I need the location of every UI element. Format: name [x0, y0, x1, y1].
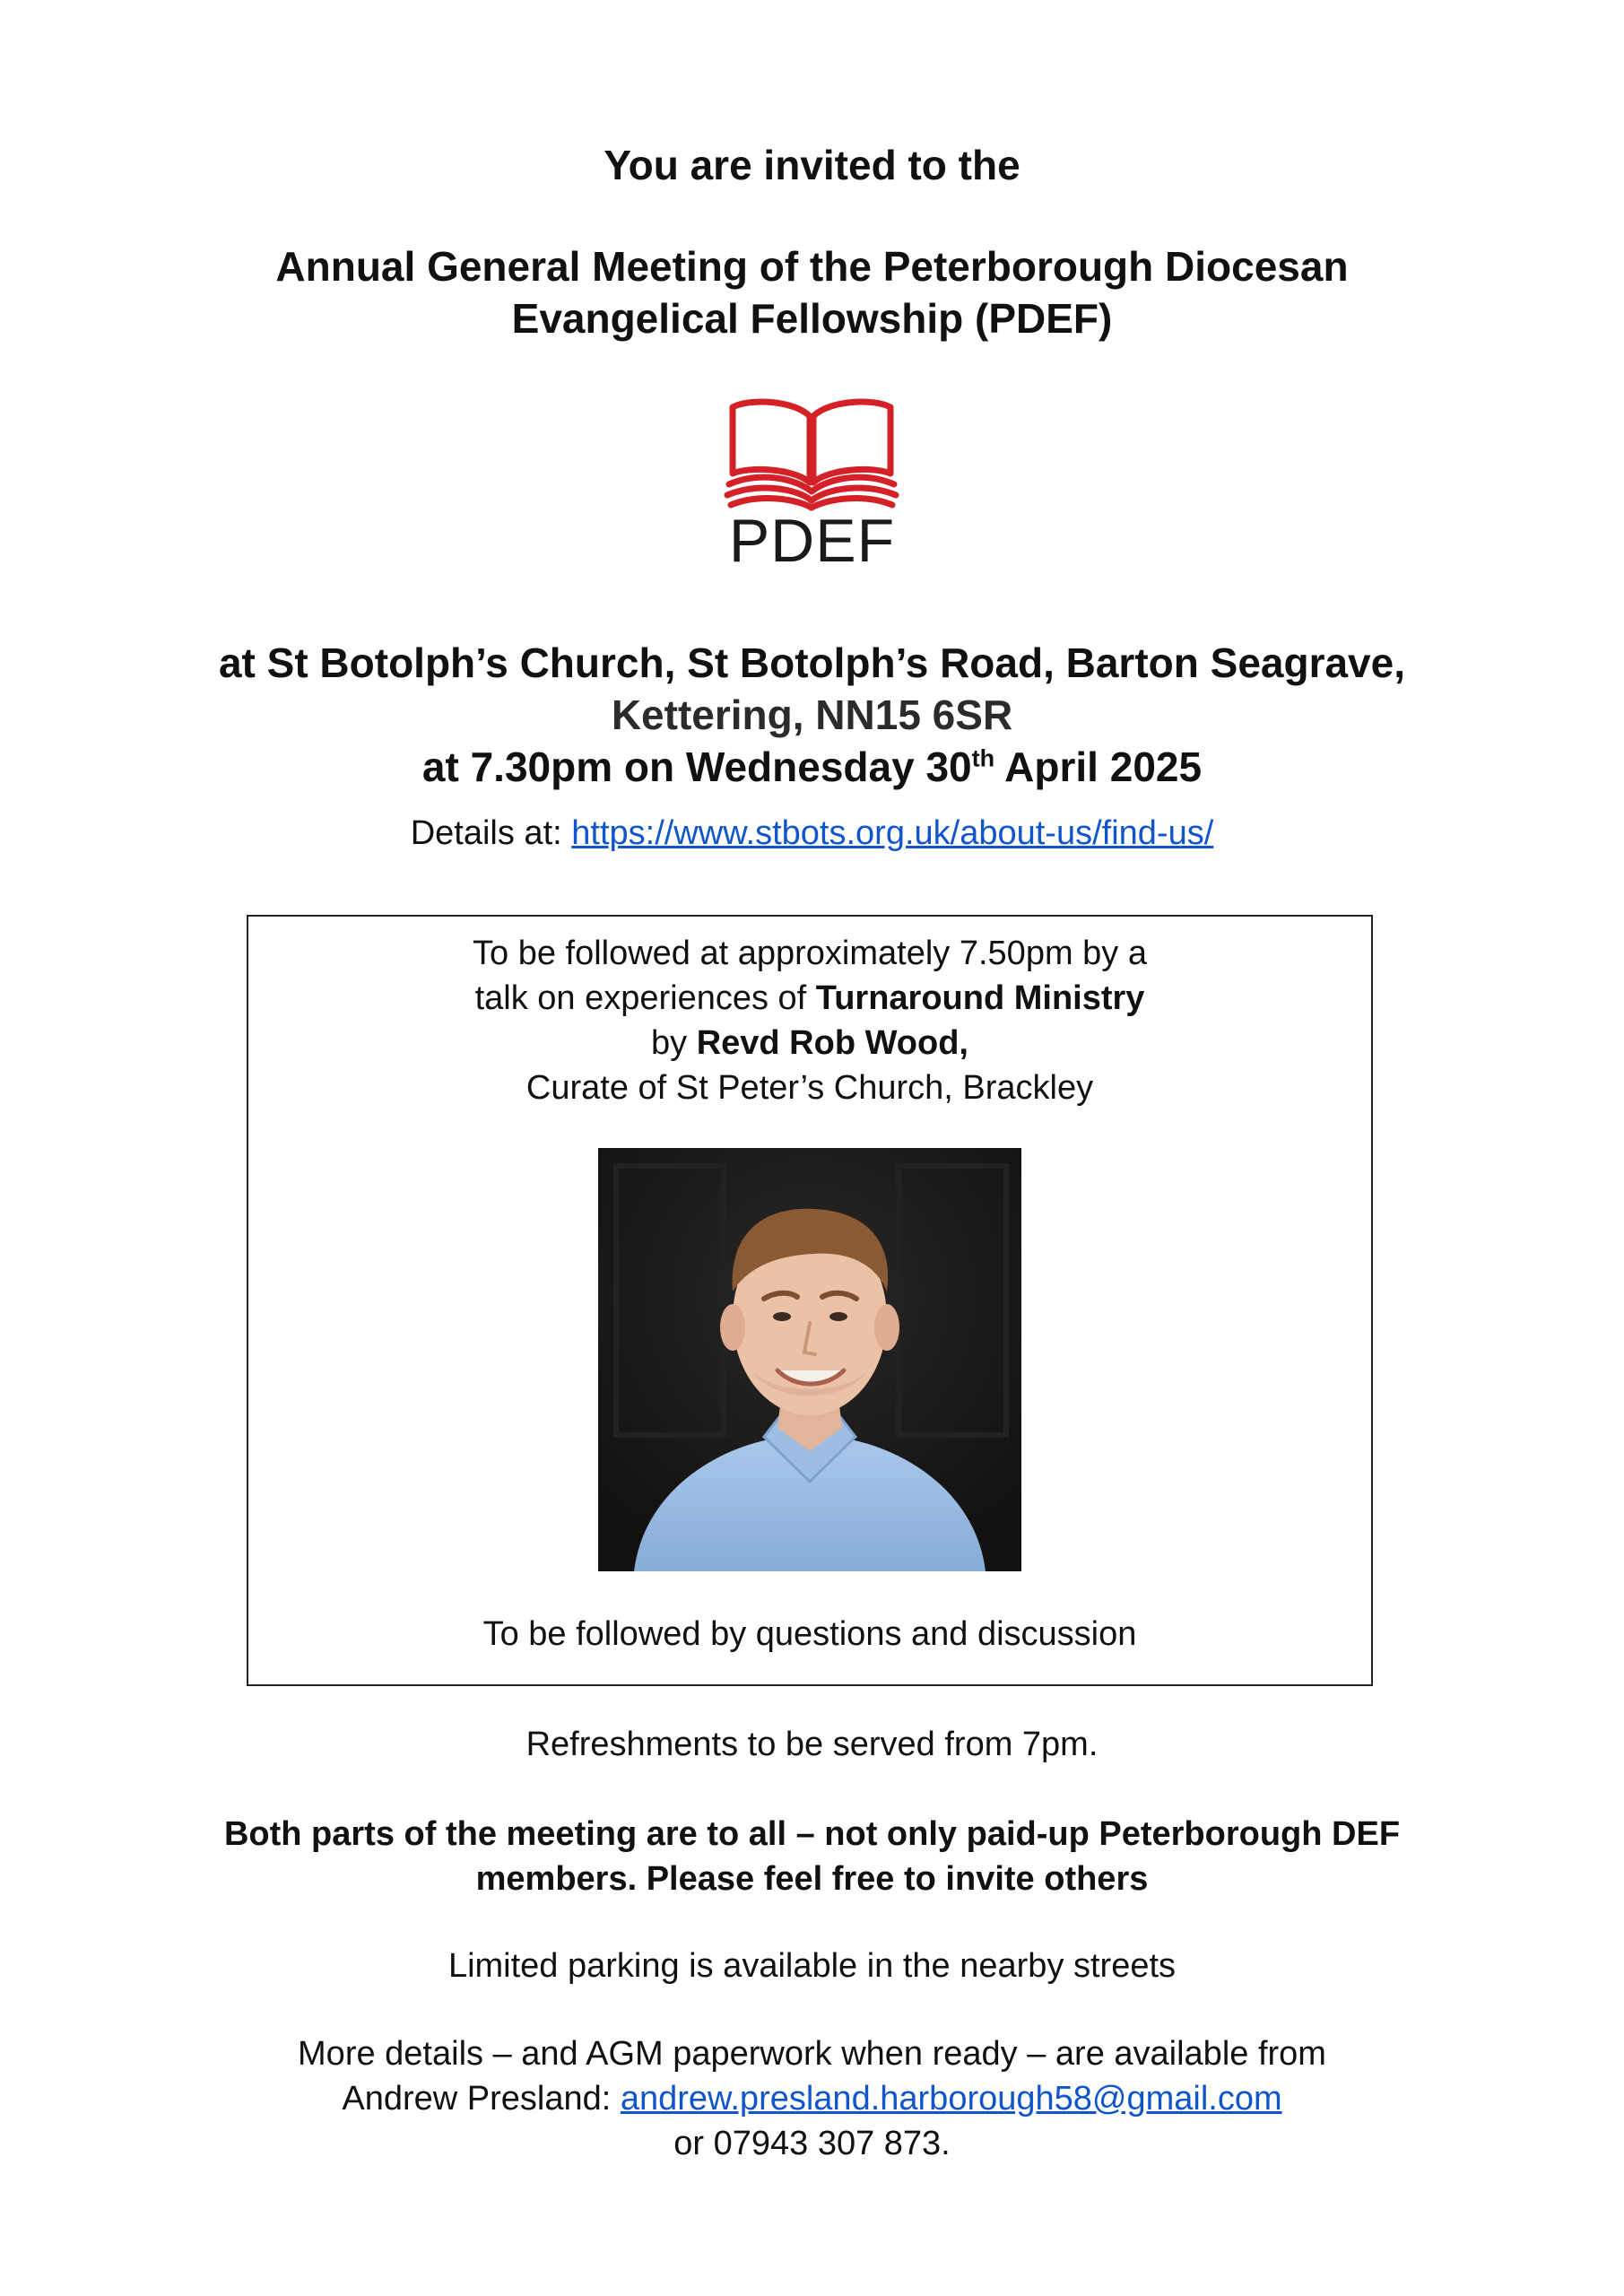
- details-line: [0, 812, 1624, 855]
- logo-wordmark: PDEF: [728, 507, 896, 575]
- details-url-link[interactable]: https://www.stbots.org.uk/about-us/find-us/: [571, 814, 1214, 852]
- agm-line-1: Annual General Meeting of the Peterborough Diocesan: [275, 243, 1349, 290]
- speaker-name: Revd Rob Wood,: [696, 1024, 968, 1062]
- talk-info-box: [247, 915, 1373, 1686]
- agm-line-2: Evangelical Fellowship (PDEF): [511, 295, 1113, 342]
- contact-email-link[interactable]: andrew.presland.harborough58@gmail.com: [620, 2080, 1282, 2118]
- details-label: Details at:: [410, 814, 572, 852]
- venue-block: [0, 637, 1624, 793]
- venue-line-2: Kettering, NN15 6SR: [611, 691, 1013, 738]
- refreshments-note: Refreshments to be served from 7pm.: [525, 1726, 1099, 1763]
- talk-line-2-prefix: talk on experiences of: [474, 979, 816, 1017]
- speaker-role: Curate of St Peter’s Church, Brackley: [525, 1069, 1094, 1107]
- venue-line-1: at St Botolph’s Church, St Botolph’s Road, Barton Seagrave,: [218, 639, 1406, 686]
- meeting-time-prefix: at 7.30pm on Wednesday 30: [421, 744, 972, 790]
- contact-line-1: More details – and AGM paperwork when ready – are available from: [298, 2035, 1326, 2073]
- meeting-time-rest: April 2025: [994, 744, 1203, 790]
- talk-line-2: [248, 976, 1371, 1021]
- open-to-all-line-2: members. Please feel free to invite others: [475, 1860, 1149, 1898]
- agm-heading: [0, 240, 1624, 344]
- invite-heading: [0, 139, 1624, 191]
- talk-line-1: To be followed at approximately 7.50pm by a: [473, 935, 1147, 972]
- talk-description: [248, 931, 1371, 1110]
- speaker-photo: [598, 1148, 1021, 1571]
- contact-name: Andrew Presland:: [342, 2080, 621, 2118]
- invite-text: You are invited to the: [604, 142, 1020, 188]
- open-to-all-line-1: Both parts of the meeting are to all – not only paid-up Peterborough DEF: [223, 1815, 1401, 1853]
- meeting-day-suffix: th: [971, 744, 995, 772]
- parking-note: Limited parking is available in the nearby streets: [447, 1947, 1177, 1985]
- contact-line-2: [0, 2076, 1624, 2121]
- talk-footer: To be followed by questions and discussion: [482, 1615, 1137, 1653]
- contact-block: [0, 2031, 1624, 2166]
- contact-phone: or 07943 307 873.: [673, 2125, 951, 2162]
- talk-topic: Turnaround Ministry: [815, 979, 1145, 1017]
- talk-line-3-prefix: by: [651, 1024, 697, 1062]
- meeting-time: [0, 741, 1624, 793]
- talk-line-3: [248, 1021, 1371, 1065]
- open-to-all-note: [0, 1812, 1624, 1901]
